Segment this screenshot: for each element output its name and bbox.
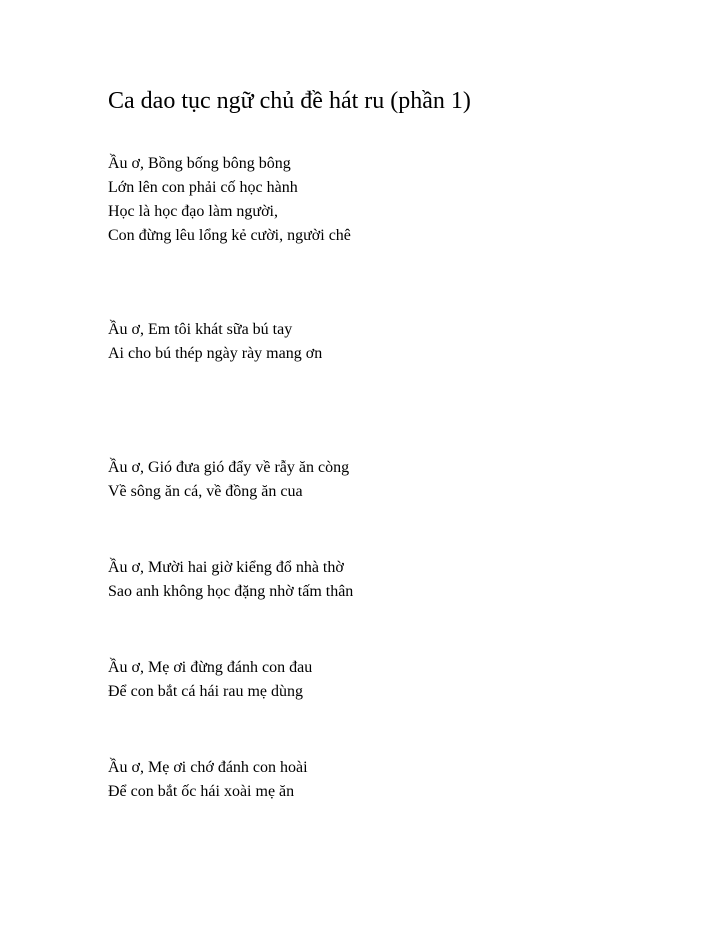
verse-line: Ầu ơ, Bồng bống bông bông [108,155,291,172]
stanza-2 [108,318,322,366]
verse-line: Ầu ơ, Em tôi khát sữa bú tay [108,321,293,338]
stanza-1 [108,152,351,248]
verse-line: Sao anh không học đặng nhờ tấm thân [108,583,354,600]
verse-line: Con đừng lêu lổng kẻ cười, người chê [108,227,351,244]
verse-line: Ầu ơ, Mẹ ơi đừng đánh con đau [108,659,313,676]
verse-line: Về sông ăn cá, về đồng ăn cua [108,483,303,500]
document-title: Ca dao tục ngữ chủ đề hát ru (phần 1) [108,88,471,114]
verse-line: Học là học đạo làm người, [108,203,278,220]
verse-line: Để con bắt ốc hái xoài mẹ ăn [108,783,295,800]
stanza-5 [108,656,312,704]
stanza-6 [108,756,308,804]
stanza-3 [108,456,349,504]
verse-line: Ầu ơ, Mười hai giờ kiểng đổ nhà thờ [108,559,344,576]
verse-line: Ầu ơ, Gió đưa gió đẩy về rẫy ăn còng [108,459,350,476]
verse-line: Để con bắt cá hái rau mẹ dùng [108,683,304,700]
verse-line: Ai cho bú thép ngày rày mang ơn [108,345,323,362]
verse-line: Ầu ơ, Mẹ ơi chớ đánh con hoài [108,759,308,776]
verse-line: Lớn lên con phải cố học hành [108,179,298,196]
stanza-4 [108,556,353,604]
